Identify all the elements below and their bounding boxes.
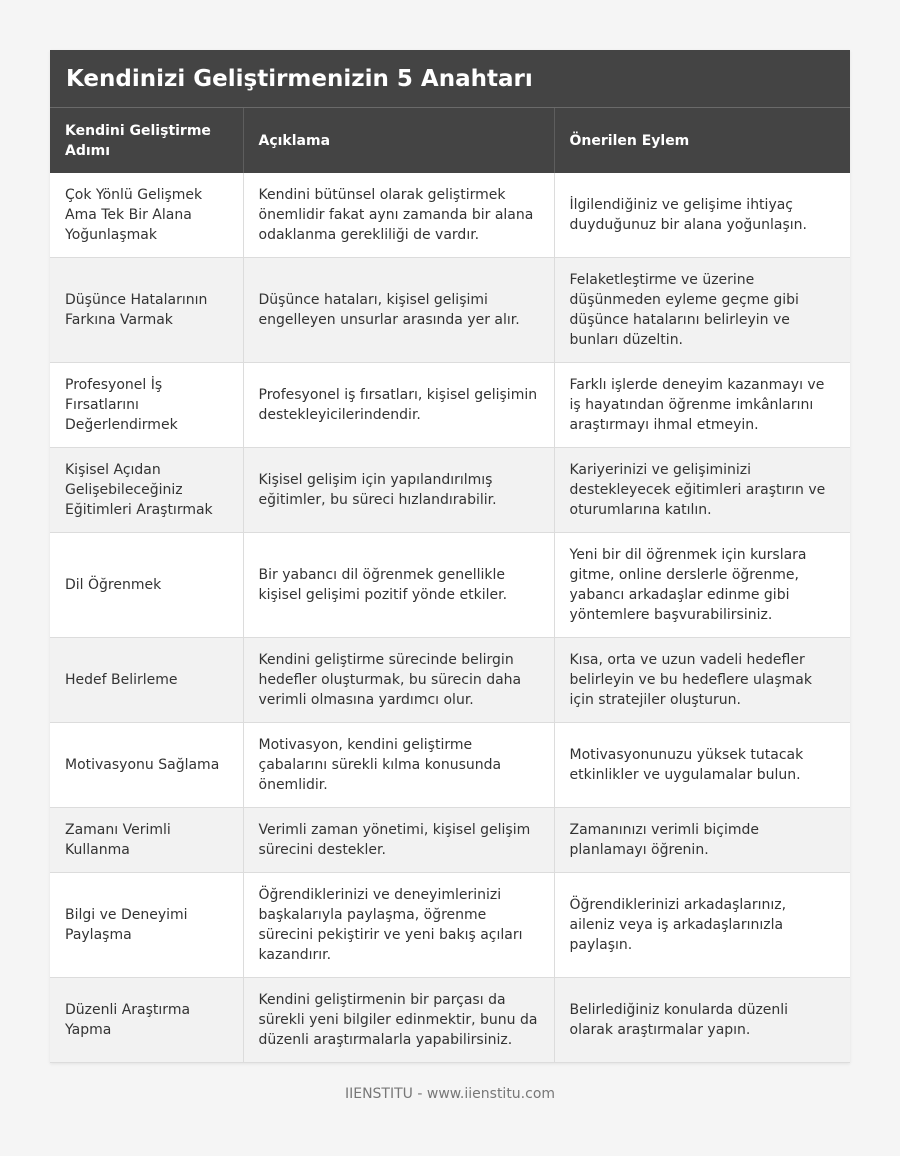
table-row: [50, 533, 850, 638]
table-row: [50, 173, 850, 258]
table-body: [50, 173, 850, 1063]
step-cell: Bilgi ve Deneyimi Paylaşma: [50, 873, 243, 978]
description-cell: Verimli zaman yönetimi, kişisel gelişim sürecini destekler.: [243, 808, 554, 873]
step-cell: Çok Yönlü Gelişmek Ama Tek Bir Alana Yoğunlaşmak: [50, 173, 243, 258]
action-cell: Kısa, orta ve uzun vadeli hedefler belirleyin ve bu hedeflere ulaşmak için stratejiler oluşturun.: [554, 638, 850, 723]
step-cell: Düzenli Araştırma Yapma: [50, 978, 243, 1063]
step-cell: Düşünce Hatalarının Farkına Varmak: [50, 258, 243, 363]
action-cell: Zamanınızı verimli biçimde planlamayı öğrenin.: [554, 808, 850, 873]
description-cell: Profesyonel iş fırsatları, kişisel gelişimin destekleyicilerindendir.: [243, 363, 554, 448]
step-cell: Zamanı Verimli Kullanma: [50, 808, 243, 873]
action-cell: Kariyerinizi ve gelişiminizi destekleyecek eğitimleri araştırın ve oturumlarına katılın.: [554, 448, 850, 533]
description-cell: Bir yabancı dil öğrenmek genellikle kişisel gelişimi pozitif yönde etkiler.: [243, 533, 554, 638]
table-row: [50, 978, 850, 1063]
action-cell: İlgilendiğiniz ve gelişime ihtiyaç duyduğunuz bir alana yoğunlaşın.: [554, 173, 850, 258]
self-development-table: [50, 108, 850, 1063]
action-cell: Yeni bir dil öğrenmek için kurslara gitme, online derslerle öğrenme, yabancı arkadaşlar edinme gibi yöntemlere başvurabilirsiniz.: [554, 533, 850, 638]
description-cell: Kendini bütünsel olarak geliştirmek önemlidir fakat aynı zamanda bir alana odaklanma gerekliliği de vardır.: [243, 173, 554, 258]
table-row: [50, 638, 850, 723]
table-card: [50, 50, 850, 1063]
table-row: [50, 808, 850, 873]
action-cell: Belirlediğiniz konularda düzenli olarak araştırmalar yapın.: [554, 978, 850, 1063]
step-cell: Profesyonel İş Fırsatlarını Değerlendirmek: [50, 363, 243, 448]
step-cell: Motivasyonu Sağlama: [50, 723, 243, 808]
table-header: [50, 108, 850, 173]
action-cell: Farklı işlerde deneyim kazanmayı ve iş hayatından öğrenme imkânlarını araştırmayı ihmal etmeyin.: [554, 363, 850, 448]
table-row: [50, 363, 850, 448]
description-cell: Motivasyon, kendini geliştirme çabalarını sürekli kılma konusunda önemlidir.: [243, 723, 554, 808]
step-cell: Kişisel Açıdan Gelişebileceğiniz Eğitimleri Araştırmak: [50, 448, 243, 533]
step-cell: Dil Öğrenmek: [50, 533, 243, 638]
table-row: [50, 448, 850, 533]
description-cell: Öğrendiklerinizi ve deneyimlerinizi başkalarıyla paylaşma, öğrenme sürecini pekiştirir ve yeni bakış açıları kazandırır.: [243, 873, 554, 978]
page-title: Kendinizi Geliştirmenizin 5 Anahtarı: [50, 50, 850, 108]
header-row: [50, 108, 850, 173]
table-row: [50, 873, 850, 978]
description-cell: Düşünce hataları, kişisel gelişimi engelleyen unsurlar arasında yer alır.: [243, 258, 554, 363]
description-cell: Kendini geliştirme sürecinde belirgin hedefler oluşturmak, bu sürecin daha verimli olmasına yardımcı olur.: [243, 638, 554, 723]
step-cell: Hedef Belirleme: [50, 638, 243, 723]
column-header-description: Açıklama: [243, 108, 554, 173]
description-cell: Kendini geliştirmenin bir parçası da sürekli yeni bilgiler edinmektir, bunu da düzenli araştırmalarla yapabilirsiniz.: [243, 978, 554, 1063]
action-cell: Öğrendiklerinizi arkadaşlarınız, aileniz veya iş arkadaşlarınızla paylaşın.: [554, 873, 850, 978]
table-row: [50, 723, 850, 808]
table-row: [50, 258, 850, 363]
action-cell: Motivasyonunuzu yüksek tutacak etkinlikler ve uygulamalar bulun.: [554, 723, 850, 808]
action-cell: Felaketleştirme ve üzerine düşünmeden eyleme geçme gibi düşünce hatalarını belirleyin ve bunları düzeltin.: [554, 258, 850, 363]
column-header-step: Kendini Geliştirme Adımı: [50, 108, 243, 173]
footer-credit: IIENSTITU - www.iienstitu.com: [344, 1086, 556, 1102]
column-header-action: Önerilen Eylem: [554, 108, 850, 173]
description-cell: Kişisel gelişim için yapılandırılmış eğitimler, bu süreci hızlandırabilir.: [243, 448, 554, 533]
